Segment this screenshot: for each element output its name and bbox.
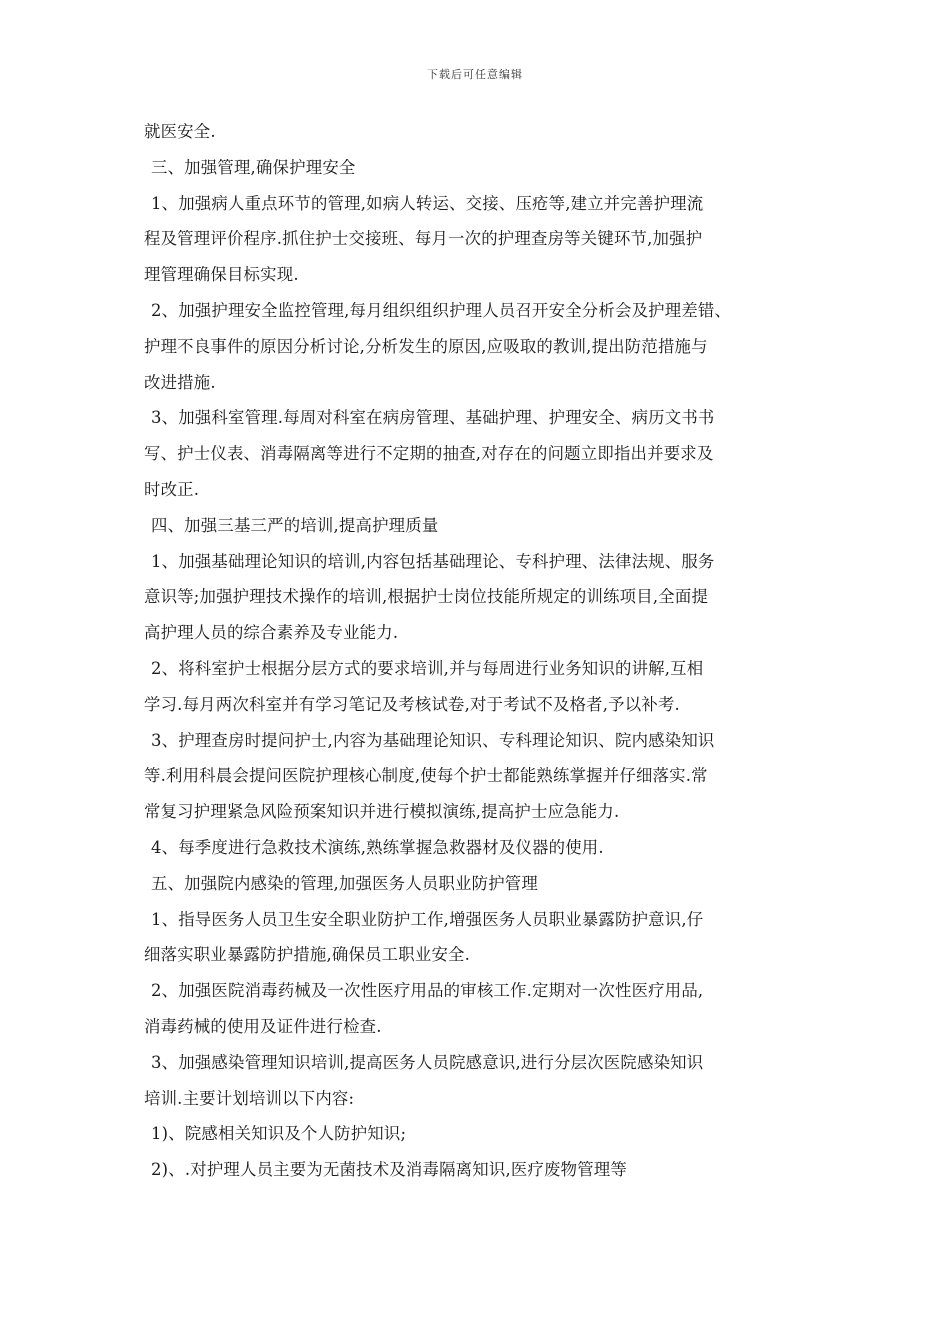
text-line: 1)、院感相关知识及个人防护知识; [151,1124,407,1144]
text-line: 就医安全. [144,122,216,141]
text-line: 四、加强三基三严的培训,提高护理质量 [151,515,439,535]
text-line: 等.利用科晨会提问医院护理核心制度,使每个护士都能熟练掌握并仔细落实.常 [144,766,708,786]
text-line: 2)、.对护理人员主要为无菌技术及消毒隔离知识,医疗废物管理等 [151,1160,627,1180]
text-line: 1、指导医务人员卫生安全职业防护工作,增强医务人员职业暴露防护意识,仔 [151,909,704,929]
text-line: 程及管理评价程序.抓住护士交接班、每月一次的护理查房等关键环节,加强护 [144,229,703,249]
text-line: 高护理人员的综合素养及专业能力. [144,623,399,643]
text-line: 护理不良事件的原因分析讨论,分析发生的原因,应吸取的教训,提出防范措施与 [144,336,708,356]
text-line: 五、加强院内感染的管理,加强医务人员职业防护管理 [151,873,538,893]
text-line: 三、加强管理,确保护理安全 [151,157,356,177]
text-line: 培训.主要计划培训以下内容: [144,1088,355,1108]
text-line: 1、加强病人重点环节的管理,如病人转运、交接、压疮等,建立并完善护理流 [151,193,704,213]
text-line: 消毒药械的使用及证件进行检查. [144,1016,382,1036]
text-line: 意识等;加强护理技术操作的培训,根据护士岗位技能所规定的训练项目,全面提 [144,587,709,607]
text-line: 时改正. [144,479,200,499]
text-line: 4、每季度进行急救技术演练,熟练掌握急救器材及仪器的使用. [151,837,604,857]
document-body [144,114,824,1188]
text-line: 改进措施. [144,372,216,392]
text-line: 学习.每月两次科室并有学习笔记及考核试卷,对于考试不及格者,予以补考. [144,694,680,714]
text-line: 2、加强医院消毒药械及一次性医疗用品的审核工作.定期对一次性医疗用品, [151,981,704,1001]
text-line: 常复习护理紧急风险预案知识并进行模拟演练,提高护士应急能力. [144,802,620,822]
text-line: 3、护理查房时提问护士,内容为基础理论知识、专科理论知识、院内感染知识 [151,730,715,750]
text-line: 1、加强基础理论知识的培训,内容包括基础理论、专科护理、法律法规、服务 [151,551,715,571]
text-line: 2、加强护理安全监控管理,每月组织组织护理人员召开安全分析会及护理差错、 [151,300,732,320]
text-line: 写、护士仪表、消毒隔离等进行不定期的抽查,对存在的问题立即指出并要求及 [144,444,714,464]
text-line: 3、加强感染管理知识培训,提高医务人员院感意识,进行分层次医院感染知识 [151,1052,704,1072]
text-line: 细落实职业暴露防护措施,确保员工职业安全. [144,945,471,965]
page-header: 下载后可任意编辑 [427,68,523,81]
text-line: 2、将科室护士根据分层方式的要求培训,并与每周进行业务知识的讲解,互相 [151,658,704,678]
text-line: 理管理确保目标实现. [144,265,299,285]
text-line: 3、加强科室管理.每周对科室在病房管理、基础护理、护理安全、病历文书书 [151,408,715,428]
